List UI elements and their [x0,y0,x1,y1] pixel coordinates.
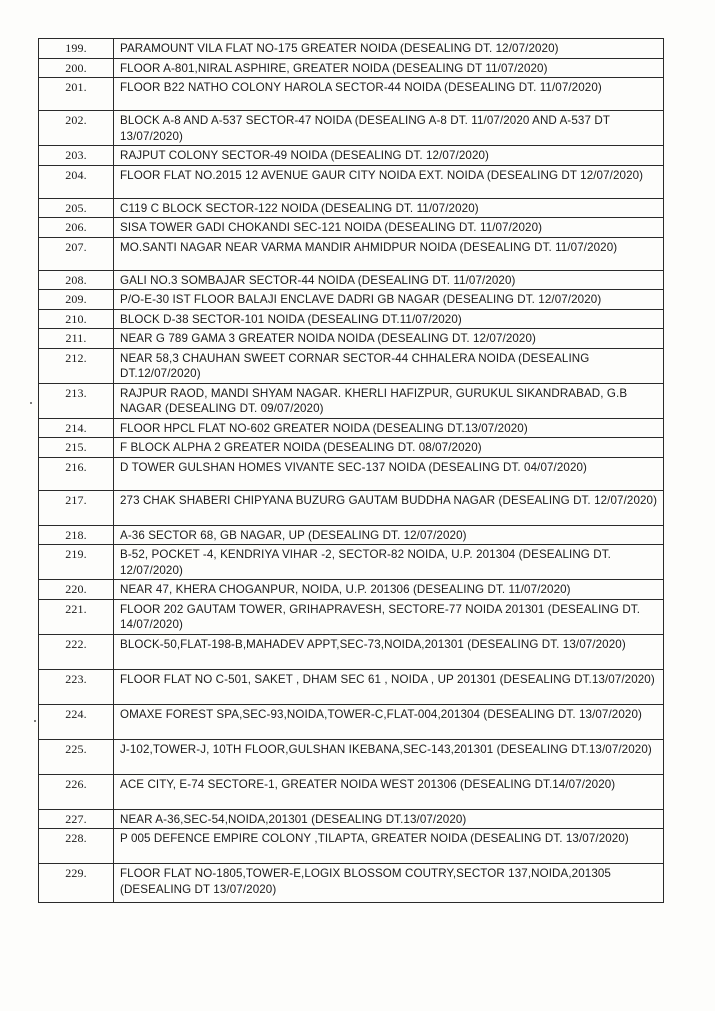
row-number: 215. [39,438,114,458]
table-row [39,739,664,774]
row-number: 212. [39,348,114,383]
table-row [39,165,664,198]
address-cell: MO.SANTI NAGAR NEAR VARMA MANDIR AHMIDPUR NOIDA (DESEALING DT. 11/07/2020) [114,237,664,270]
table-row [39,580,664,600]
address-cell: NEAR 58,3 CHAUHAN SWEET CORNAR SECTOR-44 CHHALERA NOIDA (DESEALING DT.12/07/2020) [114,348,664,383]
row-number: 219. [39,545,114,580]
address-cell: NEAR G 789 GAMA 3 GREATER NOIDA NOIDA (DESEALING DT. 12/07/2020) [114,329,664,349]
table-row [39,58,664,78]
table-row [39,457,664,490]
table-row [39,78,664,111]
row-number: 204. [39,165,114,198]
row-number: 218. [39,525,114,545]
row-number: 224. [39,704,114,739]
table-row [39,490,664,525]
row-number: 214. [39,418,114,438]
address-cell: FLOOR FLAT NO C-501, SAKET , DHAM SEC 61 , NOIDA , UP 201301 (DESEALING DT.13/07/2020) [114,669,664,704]
table-row [39,525,664,545]
table-row [39,704,664,739]
scan-speck [34,720,36,722]
address-cell: BLOCK A-8 AND A-537 SECTOR-47 NOIDA (DESEALING A-8 DT. 11/07/2020 AND A-537 DT 13/07/2020) [114,111,664,146]
row-number: 199. [39,39,114,59]
table-row [39,438,664,458]
table-row [39,218,664,238]
row-number: 223. [39,669,114,704]
row-number: 202. [39,111,114,146]
row-number: 227. [39,809,114,829]
row-number: 201. [39,78,114,111]
address-cell: C119 C BLOCK SECTOR-122 NOIDA (DESEALING DT. 11/07/2020) [114,198,664,218]
row-number: 225. [39,739,114,774]
row-number: 210. [39,309,114,329]
row-number: 213. [39,383,114,418]
address-cell: FLOOR FLAT NO-1805,TOWER-E,LOGIX BLOSSOM COUTRY,SECTOR 137,NOIDA,201305 (DESEALING DT 13/07/2020) [114,864,664,903]
address-cell: F BLOCK ALPHA 2 GREATER NOIDA (DESEALING DT. 08/07/2020) [114,438,664,458]
table-row [39,309,664,329]
row-number: 226. [39,774,114,809]
address-cell: GALI NO.3 SOMBAJAR SECTOR-44 NOIDA (DESEALING DT. 11/07/2020) [114,270,664,290]
table-row [39,545,664,580]
address-cell: FLOOR 202 GAUTAM TOWER, GRIHAPRAVESH, SECTORE-77 NOIDA 201301 (DESEALING DT. 14/07/2020) [114,599,664,634]
table-row [39,669,664,704]
address-cell: SISA TOWER GADI CHOKANDI SEC-121 NOIDA (DESEALING DT. 11/07/2020) [114,218,664,238]
table-row [39,829,664,864]
row-number: 207. [39,237,114,270]
table-row [39,383,664,418]
row-number: 206. [39,218,114,238]
row-number: 200. [39,58,114,78]
scan-speck [30,402,32,404]
address-cell: RAJPUR RAOD, MANDI SHYAM NAGAR. KHERLI HAFIZPUR, GURUKUL SIKANDRABAD, G.B NAGAR (DESEALING DT. 09/07/2020) [114,383,664,418]
table-row [39,290,664,310]
table-row [39,39,664,59]
address-cell: PARAMOUNT VILA FLAT NO-175 GREATER NOIDA (DESEALING DT. 12/07/2020) [114,39,664,59]
address-cell: FLOOR B22 NATHO COLONY HAROLA SECTOR-44 NOIDA (DESEALING DT. 11/07/2020) [114,78,664,111]
table-row [39,599,664,634]
address-cell: B-52, POCKET -4, KENDRIYA VIHAR -2, SECTOR-82 NOIDA, U.P. 201304 (DESEALING DT. 12/07/2020) [114,545,664,580]
address-cell: BLOCK-50,FLAT-198-B,MAHADEV APPT,SEC-73,NOIDA,201301 (DESEALING DT. 13/07/2020) [114,634,664,669]
table-row [39,809,664,829]
row-number: 228. [39,829,114,864]
address-table [38,38,664,903]
address-cell: P 005 DEFENCE EMPIRE COLONY ,TILAPTA, GREATER NOIDA (DESEALING DT. 13/07/2020) [114,829,664,864]
row-number: 220. [39,580,114,600]
row-number: 211. [39,329,114,349]
table-row [39,634,664,669]
table-row [39,774,664,809]
table-row [39,237,664,270]
row-number: 205. [39,198,114,218]
row-number: 222. [39,634,114,669]
row-number: 208. [39,270,114,290]
table-row [39,270,664,290]
row-number: 203. [39,146,114,166]
row-number: 229. [39,864,114,903]
table-row [39,111,664,146]
address-cell: RAJPUT COLONY SECTOR-49 NOIDA (DESEALING DT. 12/07/2020) [114,146,664,166]
address-cell: FLOOR A-801,NIRAL ASPHIRE, GREATER NOIDA (DESEALING DT 11/07/2020) [114,58,664,78]
table-row [39,348,664,383]
address-cell: ACE CITY, E-74 SECTORE-1, GREATER NOIDA WEST 201306 (DESEALING DT.14/07/2020) [114,774,664,809]
address-cell: BLOCK D-38 SECTOR-101 NOIDA (DESEALING DT.11/07/2020) [114,309,664,329]
address-cell: J-102,TOWER-J, 10TH FLOOR,GULSHAN IKEBANA,SEC-143,201301 (DESEALING DT.13/07/2020) [114,739,664,774]
address-cell: 273 CHAK SHABERI CHIPYANA BUZURG GAUTAM BUDDHA NAGAR (DESEALING DT. 12/07/2020) [114,490,664,525]
table-row [39,864,664,903]
address-cell: FLOOR HPCL FLAT NO-602 GREATER NOIDA (DESEALING DT.13/07/2020) [114,418,664,438]
table-row [39,146,664,166]
address-table-body [39,39,664,903]
row-number: 221. [39,599,114,634]
table-row [39,329,664,349]
address-cell: NEAR A-36,SEC-54,NOIDA,201301 (DESEALING DT.13/07/2020) [114,809,664,829]
address-cell: FLOOR FLAT NO.2015 12 AVENUE GAUR CITY NOIDA EXT. NOIDA (DESEALING DT 12/07/2020) [114,165,664,198]
address-cell: A-36 SECTOR 68, GB NAGAR, UP (DESEALING DT. 12/07/2020) [114,525,664,545]
table-row [39,418,664,438]
address-cell: P/O-E-30 IST FLOOR BALAJI ENCLAVE DADRI GB NAGAR (DESEALING DT. 12/07/2020) [114,290,664,310]
row-number: 209. [39,290,114,310]
row-number: 217. [39,490,114,525]
address-cell: OMAXE FOREST SPA,SEC-93,NOIDA,TOWER-C,FLAT-004,201304 (DESEALING DT. 13/07/2020) [114,704,664,739]
address-cell: D TOWER GULSHAN HOMES VIVANTE SEC-137 NOIDA (DESEALING DT. 04/07/2020) [114,457,664,490]
row-number: 216. [39,457,114,490]
address-cell: NEAR 47, KHERA CHOGANPUR, NOIDA, U.P. 201306 (DESEALING DT. 11/07/2020) [114,580,664,600]
table-row [39,198,664,218]
